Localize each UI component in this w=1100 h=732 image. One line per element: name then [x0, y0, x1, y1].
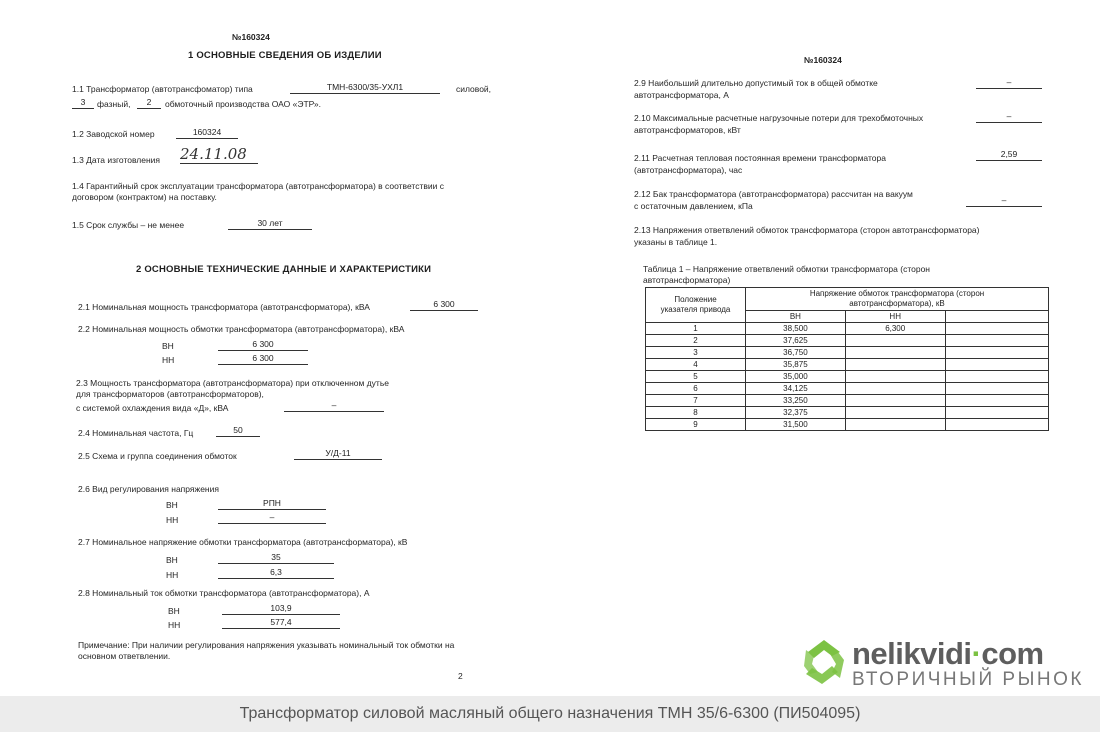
item-1-3-value: 24.11.08 [180, 145, 258, 164]
row-nn: 6,300 [845, 323, 945, 335]
note-line1: Примечание: При наличии регулирования напряжения указывать номинальный ток обмотки на [78, 640, 455, 650]
item-2-13-line2: указаны в таблице 1. [634, 237, 718, 247]
row-pos: 2 [646, 335, 746, 347]
table-row [646, 419, 1049, 431]
row-nn [845, 407, 945, 419]
item-2-6-nn-label: НН [166, 515, 179, 525]
row-pos: 4 [646, 359, 746, 371]
item-1-5-label: 1.5 Срок службы – не менее [72, 220, 185, 230]
item-1-5-value: 30 лет [228, 218, 312, 230]
row-pos: 1 [646, 323, 746, 335]
row-vn: 38,500 [746, 323, 846, 335]
row-nn [845, 371, 945, 383]
item-2-6-label: 2.6 Вид регулирования напряжения [78, 484, 219, 494]
item-2-1-label: 2.1 Номинальная мощность трансформатора (автотрансформатора), кВА [78, 302, 370, 312]
table-head-vn: ВН [746, 311, 846, 323]
item-2-2-nn-label: НН [162, 355, 175, 365]
item-2-6-vn-value: РПН [218, 498, 326, 510]
item-2-3-line1: 2.3 Мощность трансформатора (автотрансформатора) при отключенном дутье [76, 378, 389, 388]
brand-name: nelikvidi·com [852, 636, 1044, 671]
row-vn: 31,500 [746, 419, 846, 431]
row-vn: 32,375 [746, 407, 846, 419]
table-row [646, 359, 1049, 371]
row-nn [845, 419, 945, 431]
item-2-8-nn-label: НН [168, 620, 181, 630]
row-pos: 7 [646, 395, 746, 407]
item-2-3-value: – [284, 400, 384, 412]
row-vn: 37,625 [746, 335, 846, 347]
item-1-2-value: 160324 [176, 127, 238, 139]
row-pos: 5 [646, 371, 746, 383]
row-empty [945, 323, 1048, 335]
item-1-3-label: 1.3 Дата изготовления [72, 155, 161, 165]
item-2-11-line1: 2.11 Расчетная тепловая постоянная времени трансформатора [634, 153, 886, 163]
item-2-7-nn-label: НН [166, 570, 179, 580]
item-2-4-label: 2.4 Номинальная частота, Гц [78, 428, 194, 438]
left-doc-number: №160324 [232, 32, 270, 42]
item-2-7-vn-label: ВН [166, 555, 178, 565]
item-2-2-vn-label: ВН [162, 341, 174, 351]
table-head-empty [945, 311, 1048, 323]
row-empty [945, 395, 1048, 407]
item-2-7-nn-value: 6,3 [218, 567, 334, 579]
item-2-9-line2: автотрансформатора, А [634, 90, 729, 100]
item-2-12-line1: 2.12 Бак трансформатора (автотрансформатора) рассчитан на вакуум [634, 189, 913, 199]
row-nn [845, 359, 945, 371]
item-1-1-suffix: силовой, [456, 84, 492, 94]
item-1-1-windings-label: обмоточный производства ОАО «ЭТР». [165, 99, 321, 109]
item-1-1-value: ТМН-6300/35-УХЛ1 [290, 82, 440, 94]
item-2-4-value: 50 [216, 425, 260, 437]
table-head-voltage: Напряжение обмоток трансформатора (сторон автотрансформатора), кВ [746, 288, 1049, 311]
item-2-6-vn-label: ВН [166, 500, 178, 510]
row-pos: 3 [646, 347, 746, 359]
item-2-13-line1: 2.13 Напряжения ответвлений обмоток трансформатора (сторон автотрансформатора) [634, 225, 980, 235]
item-1-2-label: 1.2 Заводской номер [72, 129, 155, 139]
item-1-4-line1: 1.4 Гарантийный срок эксплуатации трансформатора (автотрансформатора) в соответствии с [72, 181, 444, 191]
row-vn: 34,125 [746, 383, 846, 395]
item-1-1-phases-label: фазный, [97, 99, 131, 109]
page-number: 2 [458, 671, 463, 681]
row-vn: 36,750 [746, 347, 846, 359]
item-2-1-value: 6 300 [410, 299, 478, 311]
item-1-1-label: 1.1 Трансформатор (автотрансфоматор) типа [72, 84, 253, 94]
item-2-9-line1: 2.9 Наибольший длительно допустимый ток в общей обмотке [634, 78, 878, 88]
row-nn [845, 383, 945, 395]
item-2-11-line2: (автотрансформатора), час [634, 165, 743, 175]
table-caption-line2: автотрансформатора) [643, 275, 731, 285]
row-vn: 35,000 [746, 371, 846, 383]
row-pos: 8 [646, 407, 746, 419]
row-nn [845, 335, 945, 347]
item-2-5-value: У/Д-11 [294, 448, 382, 460]
item-1-1-phases: 3 [72, 97, 94, 109]
row-empty [945, 407, 1048, 419]
item-2-7-label: 2.7 Номинальное напряжение обмотки трансформатора (автотрансформатора), кВ [78, 537, 408, 547]
item-1-4-line2: договором (контрактом) на поставку. [72, 192, 217, 202]
row-nn [845, 347, 945, 359]
row-empty [945, 335, 1048, 347]
table-row [646, 335, 1049, 347]
item-1-1-windings: 2 [137, 97, 161, 109]
right-doc-number: №160324 [804, 55, 842, 65]
note-line2: основном ответвлении. [78, 651, 171, 661]
row-vn: 33,250 [746, 395, 846, 407]
item-2-3-line2: для трансформаторов (автотрансформаторов), [76, 389, 264, 399]
table-row [646, 347, 1049, 359]
item-2-2-nn-value: 6 300 [218, 353, 308, 365]
item-2-8-vn-value: 103,9 [222, 603, 340, 615]
item-2-8-label: 2.8 Номинальный ток обмотки трансформатора (автотрансформатора), А [78, 588, 370, 598]
item-2-7-vn-value: 35 [218, 552, 334, 564]
item-2-2-vn-value: 6 300 [218, 339, 308, 351]
table-head-nn: НН [845, 311, 945, 323]
table-row [646, 407, 1049, 419]
item-2-10-line2: автотрансформаторов, кВт [634, 125, 741, 135]
row-empty [945, 359, 1048, 371]
item-2-10-value: – [976, 111, 1042, 123]
table-caption-line1: Таблица 1 – Напряжение ответвлений обмотки трансформатора (сторон [643, 264, 930, 274]
item-2-8-vn-label: ВН [168, 606, 180, 616]
item-2-5-label: 2.5 Схема и группа соединения обмоток [78, 451, 237, 461]
table-row [646, 323, 1049, 335]
row-pos: 9 [646, 419, 746, 431]
item-2-10-line1: 2.10 Максимальные расчетные нагрузочные потери для трехобмоточных [634, 113, 924, 123]
row-empty [945, 383, 1048, 395]
item-2-3-line3: с системой охлаждения вида «Д», кВА [76, 403, 229, 413]
row-empty [945, 371, 1048, 383]
row-pos: 6 [646, 383, 746, 395]
item-2-12-value: – [966, 195, 1042, 207]
table-row [646, 383, 1049, 395]
table-row [646, 395, 1049, 407]
item-2-2-label: 2.2 Номинальная мощность обмотки трансформатора (автотрансформатора), кВА [78, 324, 405, 334]
item-2-6-nn-value: – [218, 512, 326, 524]
image-caption: Трансформатор силовой масляный общего назначения ТМН 35/6-6300 (ПИ504095) [0, 696, 1100, 732]
voltage-table [645, 287, 1049, 431]
table-row [646, 371, 1049, 383]
row-empty [945, 419, 1048, 431]
section1-title: 1 ОСНОВНЫЕ СВЕДЕНИЯ ОБ ИЗДЕЛИИ [188, 50, 382, 61]
item-2-11-value: 2,59 [976, 149, 1042, 161]
row-vn: 35,875 [746, 359, 846, 371]
table-head-position: Положение указателя привода [646, 288, 746, 323]
item-2-9-value: – [976, 77, 1042, 89]
item-2-12-line2: с остаточным давлением, кПа [634, 201, 753, 211]
brand-tagline: ВТОРИЧНЫЙ РЫНОК [852, 669, 1084, 690]
row-empty [945, 347, 1048, 359]
row-nn [845, 395, 945, 407]
item-2-8-nn-value: 577,4 [222, 617, 340, 629]
recycle-arrows-icon [800, 638, 848, 686]
section2-title: 2 ОСНОВНЫЕ ТЕХНИЧЕСКИЕ ДАННЫЕ И ХАРАКТЕРИСТИКИ [136, 264, 432, 275]
watermark-logo [800, 636, 1084, 692]
